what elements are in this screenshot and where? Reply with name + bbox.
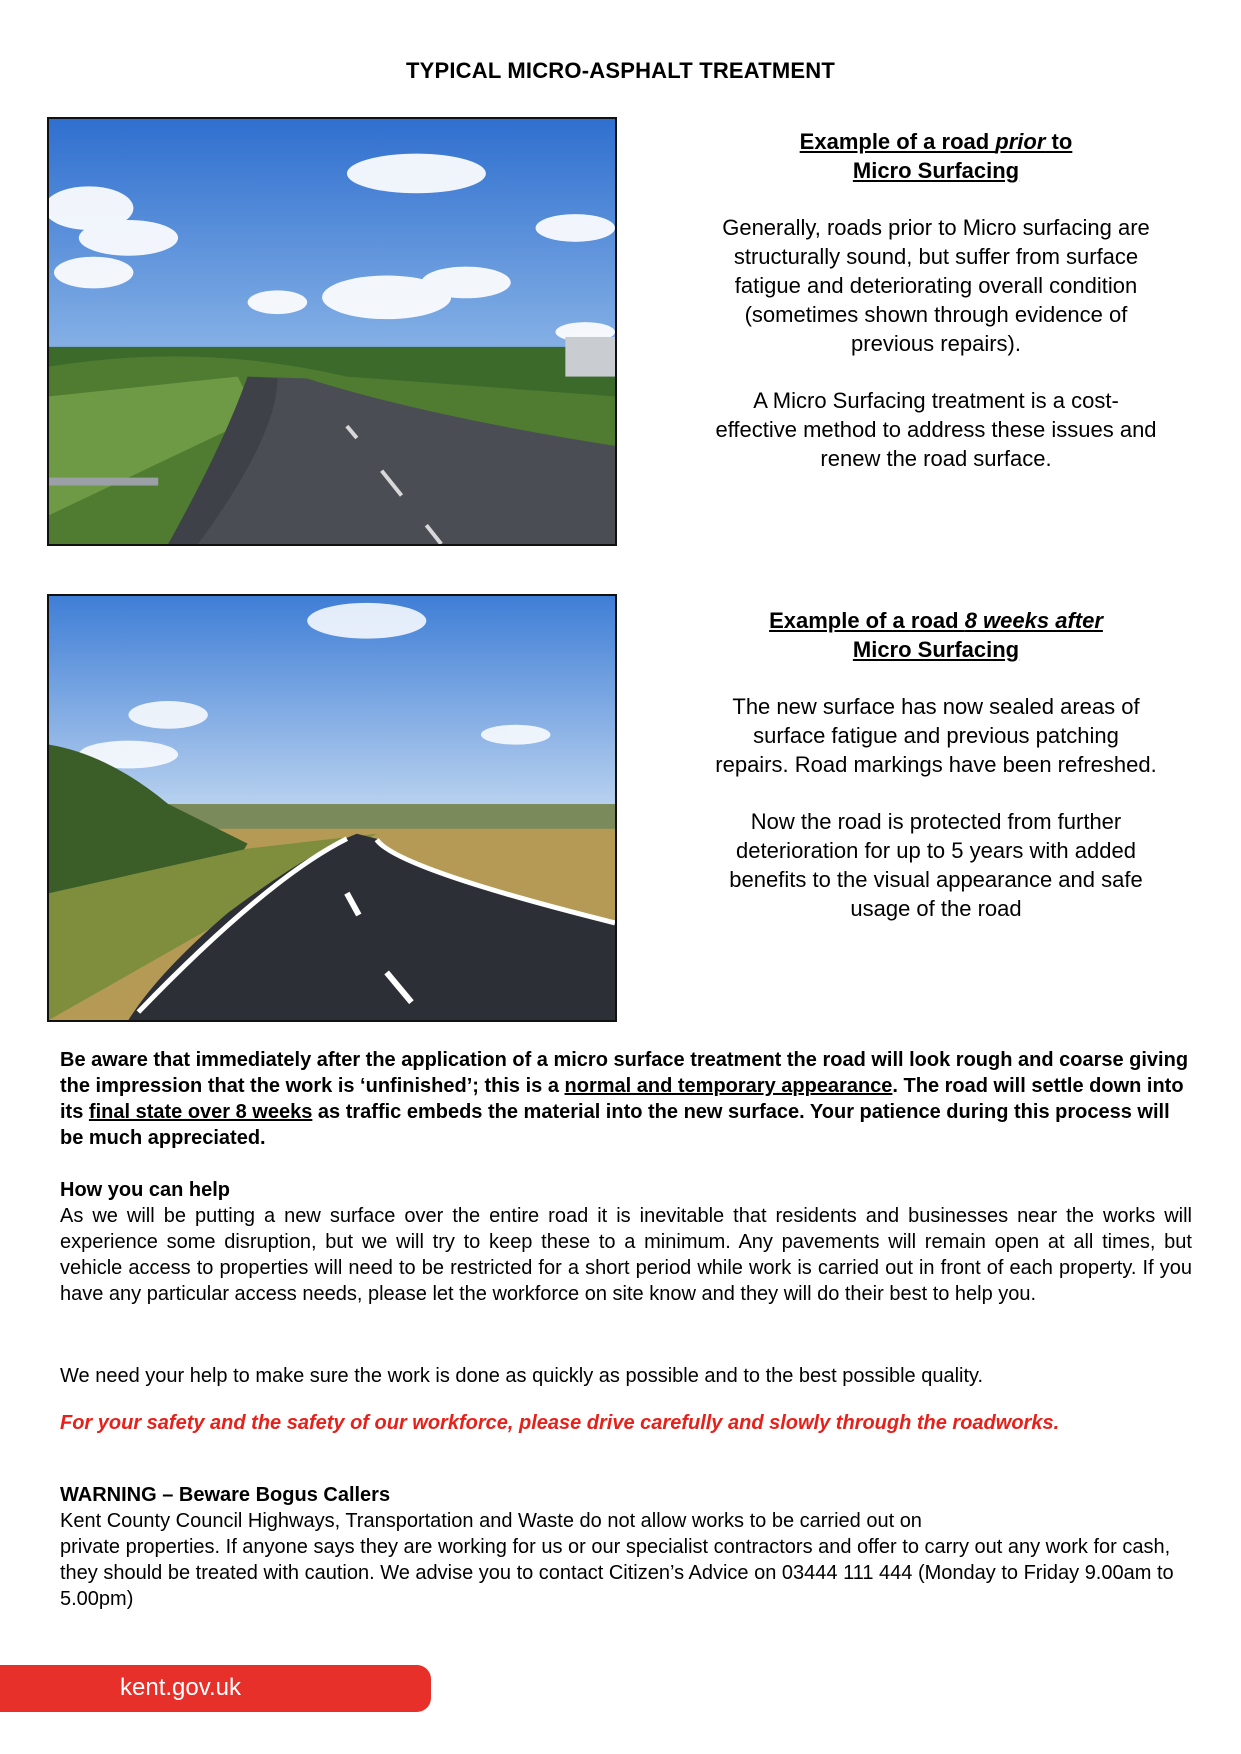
before-paragraph-2: A Micro Surfacing treatment is a cost-effective method to address these issues and renew the road surface.: [715, 388, 1157, 471]
before-heading: Example of a road prior to Micro Surfacing: [799, 129, 1073, 183]
page-title: TYPICAL MICRO-ASPHALT TREATMENT: [405, 58, 836, 83]
footer-bar: [0, 1665, 431, 1712]
road-before-photo: [47, 117, 617, 546]
after-description: [715, 606, 1157, 951]
help-text: As we will be putting a new surface over the entire road it is inevitable that residents and businesses near the works will experience some disruption, but we will try to keep these to a minimum. Any pavements will remain open at all times, but vehicle access to properties will need to be restricted for a short period while work is carried out in front of each property. If you have any particular access needs, please let the workforce on site know and they will do their best to help you.: [60, 1205, 1192, 1305]
after-heading: Example of a road 8 weeks after Micro Surfacing: [769, 608, 1103, 662]
after-paragraph-1: The new surface has now sealed areas of surface fatigue and previous patching repairs. Road markings have been refreshed.: [715, 694, 1157, 777]
safety-notice: For your safety and the safety of our workforce, please drive carefully and slowly through the roadworks.: [60, 1412, 1060, 1434]
warning-text: private properties. If anyone says they are working for us or our specialist contractors and offer to carry out any work for cash, they should be treated with caution. We advise you to contact Citizen’s Advice on 03444 111 444 (Monday to Friday 9.00am to 5.00pm): [60, 1536, 1174, 1610]
warning-section: [60, 1482, 1192, 1612]
need-help-text: We need your help to make sure the work is done as quickly as possible and to the best possible quality.: [60, 1365, 984, 1387]
before-description: [715, 127, 1157, 501]
help-heading: How you can help: [60, 1179, 231, 1201]
after-paragraph-2: Now the road is protected from further deterioration for up to 5 years with added benefits to the visual appearance and safe usage of the road: [729, 809, 1143, 921]
awareness-notice: Be aware that immediately after the application of a micro surface treatment the road will look rough and coarse giving the impression that the work is ‘unfinished’; this is a normal and temporary appearance. The road will settle down into its final state over 8 weeks as traffic embeds the material into the new surface. Your patience during this process will be much appreciated.: [60, 1049, 1189, 1149]
before-paragraph-1: Generally, roads prior to Micro surfacing are structurally sound, but suffer from surface fatigue and deteriorating overall condition (sometimes shown through evidence of previous repairs).: [722, 215, 1150, 356]
footer-website-link[interactable]: kent.gov.uk: [120, 1674, 241, 1701]
warning-line-1: Kent County Council Highways, Transportation and Waste do not allow works to be carried out on: [60, 1510, 922, 1532]
how-you-can-help-section: [60, 1177, 1192, 1307]
road-after-photo: [47, 594, 617, 1022]
warning-heading: WARNING – Beware Bogus Callers: [60, 1484, 391, 1506]
